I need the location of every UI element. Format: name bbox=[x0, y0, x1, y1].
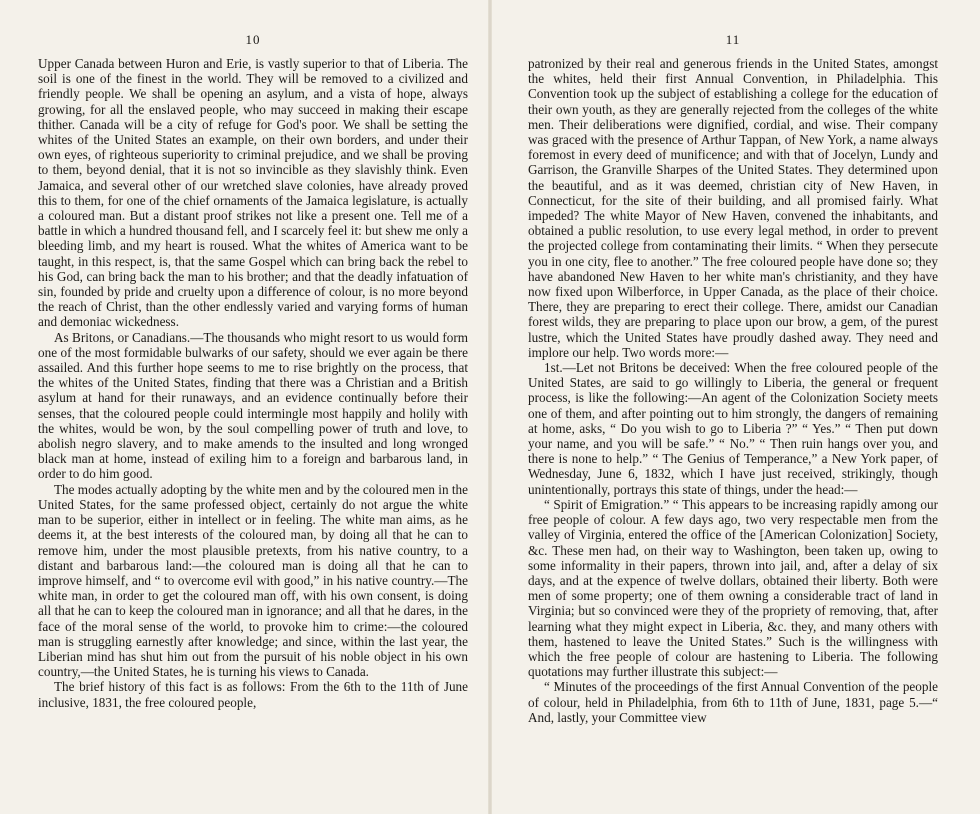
page-body bbox=[528, 56, 938, 725]
paragraph: 1st.—Let not Britons be deceived: When the free coloured people of the United States, are said to go willingly to Liberia, the general or frequent process, is like the following:—An agent of the Colonization Society meets one of them, and after pointing out to him strongly, the dangers of remaining at home, asks, “ Do you wish to go to Liberia ?” “ Yes.” “ Then put down your name, and you will be safe.” “ No.” “ Then ruin hangs over you, and there is none to help.” “ The Genius of Temperance,” a New York paper, of Wednesday, June 6, 1832, which I have just received, strikingly, though unintentionally, portrays this state of things, under the head:— bbox=[528, 360, 938, 497]
paragraph: The brief history of this fact is as follows: From the 6th to the 11th of June inclusive, 1831, the free coloured people, bbox=[38, 679, 468, 710]
right-page bbox=[490, 0, 980, 814]
paragraph: patronized by their real and generous friends in the United States, amongst the whites, held their first Annual Convention, in Philadelphia. This Convention took up the subject of establishing a college for the education of their own youth, as they are generally rejected from the colleges of the white men. Their deliberations were dignified, cordial, and wise. Their company was graced with the presence of Arthur Tappan, of New York, a name always foremost in every deed of munificence; and with that of Jocelyn, Lundy and Garrison, the Granville Sharpes of the United States. They determined upon the beautiful, and as it was deemed, christian city of New Haven, in Connecticut, for the site of their building, and all promised fairly. What impeded? The white Mayor of New Haven, convened the inhabitants, and obtained a public resolution, to use every legal method, in order to prevent the projected college from contaminating their limits. “ When they persecute you in one city, flee to another.” The free coloured people have done so; they have abandoned New Haven to her white man's christianity, and they have now fixed upon Wilberforce, in Upper Canada, as the place of their choice. There, they are preparing to erect their college. There, amidst our Canadian forest wilds, they are preparing to place upon our brow, a gem, of the purest lustre, which the United States have proudly dashed away. They need and implore our help. Two words more:— bbox=[528, 56, 938, 360]
page-body bbox=[38, 56, 468, 710]
paragraph: Upper Canada between Huron and Erie, is vastly superior to that of Liberia. The soil is one of the finest in the world. They will be removed to a civilized and friendly people. We shall be opening an asylum, and a vista of hope, always growing, for all the enslaved people, who may succeed in making their escape thither. Canada will be a city of refuge for God's poor. We shall be setting the whites of the United States an example, on their own borders, and under their own eyes, of righteous superiority to criminal prejudice, and we shall be proving to them, beyond denial, that it is not so invincible as they slavishly think. Even Jamaica, and several other of our wretched slave colonies, have already proved this to them, for one of the chief ornaments of the Jamaica legislature, is actually a coloured man. But a distant proof strikes not like a present one. Tell me of a battle in which a hundred thousand fell, and I scarcely feel it: but shew me only a bleeding limb, and my heart is roused. What the whites of America want to be taught, in this respect, is, that the same Gospel which can bring back the rebel to his God, can bring back the man to his brother; and that the deadly infatuation of sin, founded by pride and cruelty upon a difference of colour, is no more beyond the reach of Christ, than the other endlessly varied and varying forms of human and demoniac wickedness. bbox=[38, 56, 468, 330]
paragraph: As Britons, or Canadians.—The thousands who might resort to us would form one of the most formidable bulwarks of our safety, should we ever again be there assailed. And this further hope seems to me to rise brightly on the process, that the whites of the United States, finding that there was a Christian and a British asylum at hand for their runaways, and an evidence continually before their senses, that the coloured people could intermingle most happily and holily with the whites, would be won, by the soul compelling power of truth and love, to abolish negro slavery, and to make amends to the insulted and long wronged black man at home, instead of exiling him to a foreign and barbarous land, in order to do him good. bbox=[38, 329, 468, 482]
page-number: 10 bbox=[245, 32, 261, 47]
page-number: 11 bbox=[725, 32, 741, 47]
paragraph: The modes actually adopting by the white men and by the coloured men in the United States, for the same professed object, certainly do not argue the white man to be superior, either in intellect or in feeling. The white man aims, as he deems it, at the best interests of the coloured man, by doing all that he can to remove him, under the most plausible pretexts, from his native country, to a distant and barbarous land:—the coloured man is doing all that he can to improve himself, and “ to overcome evil with good,” in his native country.—The white man, in order to get the coloured man off, with his own consent, is doing all that he can to keep the coloured man in ignorance; and all that he dares, in the face of the moral sense of the world, to provoke him to crime:—the coloured man is struggling earnestly after knowledge; and since, within the last year, the Liberian mind has shut him out from the pursuit of his noble object in his own country,—the United States, he is turning his views to Canada. bbox=[38, 481, 468, 680]
paragraph: “ Spirit of Emigration.” “ This appears to be increasing rapidly among our free people of colour. A few days ago, two very respectable men from the valley of Virginia, entered the office of the [American Colonization] Society, &c. These men had, on their way to Washington, been taken up, owing to some informality in their papers, thrown into jail, and, after a delay of six days, and at the expence of twelve dollars, obtained their liberty. Both were men of some property; one of them owning a considerable tract of land in Virginia; but so convinced were they of the propriety of removing, that, after learning what they might expect in Liberia, &c. they, and many others with them, hastened to leave the United States.” Such is the willingness with which the free people of colour are hastening to Liberia. The following quotations may further illustrate this subject:— bbox=[528, 496, 938, 680]
paragraph: “ Minutes of the proceedings of the first Annual Convention of the people of colour, held in Philadelphia, from 6th to 11th of June, 1831, page 5.—“ And, lastly, your Committee view bbox=[528, 679, 938, 725]
